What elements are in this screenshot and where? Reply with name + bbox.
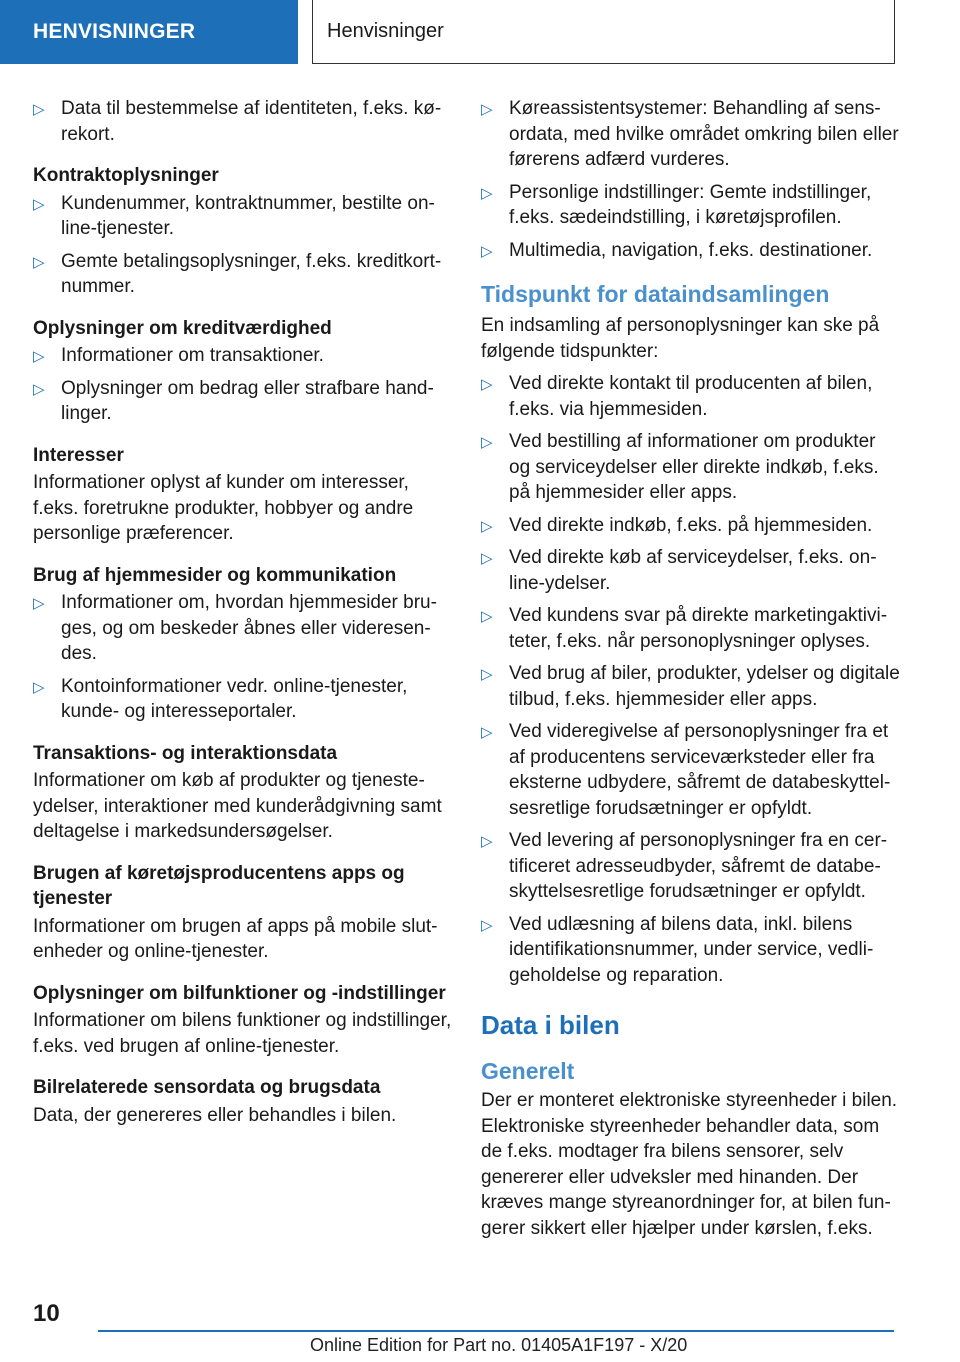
bullet-triangle-icon: ▷	[33, 595, 45, 612]
section-title: Henvisninger	[327, 20, 444, 42]
list-item: ▷ Ved direkte indkøb, f.eks. på hjemmesiden.	[481, 513, 901, 539]
bullet-triangle-icon: ▷	[481, 184, 493, 202]
list-item: ▷ Kundenummer, kontraktnummer, bestilte online-tjenester.	[33, 192, 435, 239]
subheading: Kontraktoplysninger	[33, 165, 219, 186]
paragraph: Informationer om brugen af apps på mobile slutenheder og online-tjenester.	[33, 915, 438, 962]
section-heading: Tidspunkt for dataindsamlingen	[481, 281, 830, 307]
list-item: ▷ Data til bestemmelse af identiteten, f.eks. kørekort.	[33, 98, 442, 145]
subheading: Oplysninger om bilfunktioner og -indstillinger	[33, 982, 446, 1004]
bullet-triangle-icon: ▷	[481, 833, 493, 850]
bullet-triangle-icon: ▷	[481, 101, 493, 118]
list-item: ▷ Informationer om transaktioner.	[33, 343, 453, 369]
bullet-triangle-icon: ▷	[33, 348, 45, 365]
subheading: Oplysninger om kreditværdighed	[33, 317, 332, 339]
bullet-triangle-icon: ▷	[481, 376, 493, 393]
left-column	[33, 96, 453, 1135]
bullet-triangle-icon: ▷	[33, 253, 45, 271]
list-item: ▷ Køreassistentsystemer: Behandling af sensordata, med hvilke området omkring bilen eller førerens adfærd vurderes.	[481, 98, 899, 170]
bullet-triangle-icon: ▷	[33, 380, 45, 398]
list-item: ▷ Informationer om, hvordan hjemmesider bruges, og om beskeder åbnes eller videresendes.	[33, 592, 437, 664]
bullet-triangle-icon: ▷	[481, 434, 493, 451]
bullet-triangle-icon: ▷	[481, 242, 493, 260]
section-heading: Generelt	[481, 1058, 575, 1084]
list-item: ▷ Gemte betalingsoplysninger, f.eks. kreditkortnummer.	[33, 250, 442, 297]
subheading: Interesser	[33, 444, 124, 466]
bullet-triangle-icon: ▷	[33, 101, 45, 118]
list-item: ▷ Ved direkte kontakt til producenten af bilen, f.eks. via hjemmesiden.	[481, 373, 873, 420]
bullet-triangle-icon: ▷	[481, 608, 493, 625]
subheading: Brug af hjemmesider og kommunikation	[33, 564, 397, 586]
right-column	[481, 96, 901, 1248]
subheading: Transaktions- og interaktionsdata	[33, 742, 338, 764]
section-title-box	[312, 0, 895, 64]
section-tab-label: HENVISNINGER	[33, 20, 196, 43]
list-item: ▷ Personlige indstillinger: Gemte indstillinger, f.eks. sædeindstilling, i køretøjsprofilen.	[481, 181, 872, 228]
footer-edition: Online Edition for Part no. 01405A1F197 - X/20	[310, 1335, 688, 1355]
bullet-triangle-icon: ▷	[481, 550, 493, 567]
page-number: 10	[33, 1300, 60, 1327]
section-tab	[0, 0, 298, 64]
paragraph: Informationer oplyst af kunder om interesser, f.eks. foretrukne produkter, hobbyer og andre personlige præferencer.	[33, 472, 414, 544]
list-item: ▷ Ved kundens svar på direkte marketingaktiviteter, f.eks. når personoplysninger oplyses.	[481, 605, 888, 652]
list-item: ▷ Ved videregivelse af personoplysninger fra et af producentens serviceværksteder eller fra eksterne udbydere, såfremt de databeskyttelsesretlige forudsætninger er opfyldt.	[481, 721, 891, 819]
subheading: Bilrelaterede sensordata og brugsdata	[33, 1077, 381, 1098]
list-item: ▷ Ved levering af personoplysninger fra en certificeret adresseudbyder, såfremt de databeskyttelsesretlige forudsætninger er opfyldt.	[481, 830, 888, 902]
list-item: ▷ Ved bestilling af informationer om produkter og serviceydelser eller direkte indkøb, f.eks. på hjemmesider eller apps.	[481, 431, 879, 503]
chapter-heading: Data i bilen	[481, 1010, 620, 1040]
paragraph: En indsamling af personoplysninger kan ske på følgende tidspunkter:	[481, 315, 880, 362]
bullet-triangle-icon: ▷	[481, 517, 493, 535]
list-item: ▷ Multimedia, navigation, f.eks. destinationer.	[481, 238, 901, 264]
bullet-triangle-icon: ▷	[481, 666, 493, 683]
paragraph: Informationer om køb af produkter og tjenesteydelser, interaktioner med kunderådgivning samt deltagelse i markedsundersøgelser.	[33, 770, 442, 842]
list-item: ▷ Ved udlæsning af bilens data, inkl. bilens identifikationsnummer, under service, vedligeholdelse og reparation.	[481, 913, 874, 986]
footer-divider	[98, 1330, 894, 1332]
paragraph: Informationer om bilens funktioner og indstillinger, f.eks. ved brugen af online-tjenester.	[33, 1010, 452, 1057]
paragraph: Data, der genereres eller behandles i bilen.	[33, 1104, 397, 1126]
bullet-triangle-icon: ▷	[481, 916, 493, 934]
subheading: Brugen af køretøjsproducentens apps og tjenester	[33, 862, 405, 909]
list-item: ▷ Oplysninger om bedrag eller strafbare handlinger.	[33, 377, 434, 424]
paragraph: Der er monteret elektroniske styreenheder i bilen. Elektroniske styreenheder behandler data, som de f.eks. modtager fra bilens sensorer, selv genererer eller udveksler med hinanden. Der kræves mange styreanordninger for, at bilen fungerer sikkert eller hjælper under kørslen, f.eks.	[481, 1090, 898, 1239]
list-item: ▷ Kontoinformationer vedr. online-tjenester, kunde- og interesseportaler.	[33, 675, 408, 722]
bullet-triangle-icon: ▷	[481, 724, 493, 741]
bullet-triangle-icon: ▷	[33, 678, 45, 696]
list-item: ▷ Ved brug af biler, produkter, ydelser og digitale tilbud, f.eks. hjemmesider eller apps.	[481, 663, 900, 710]
bullet-triangle-icon: ▷	[33, 195, 45, 213]
list-item: ▷ Ved direkte køb af serviceydelser, f.eks. online-ydelser.	[481, 547, 877, 594]
